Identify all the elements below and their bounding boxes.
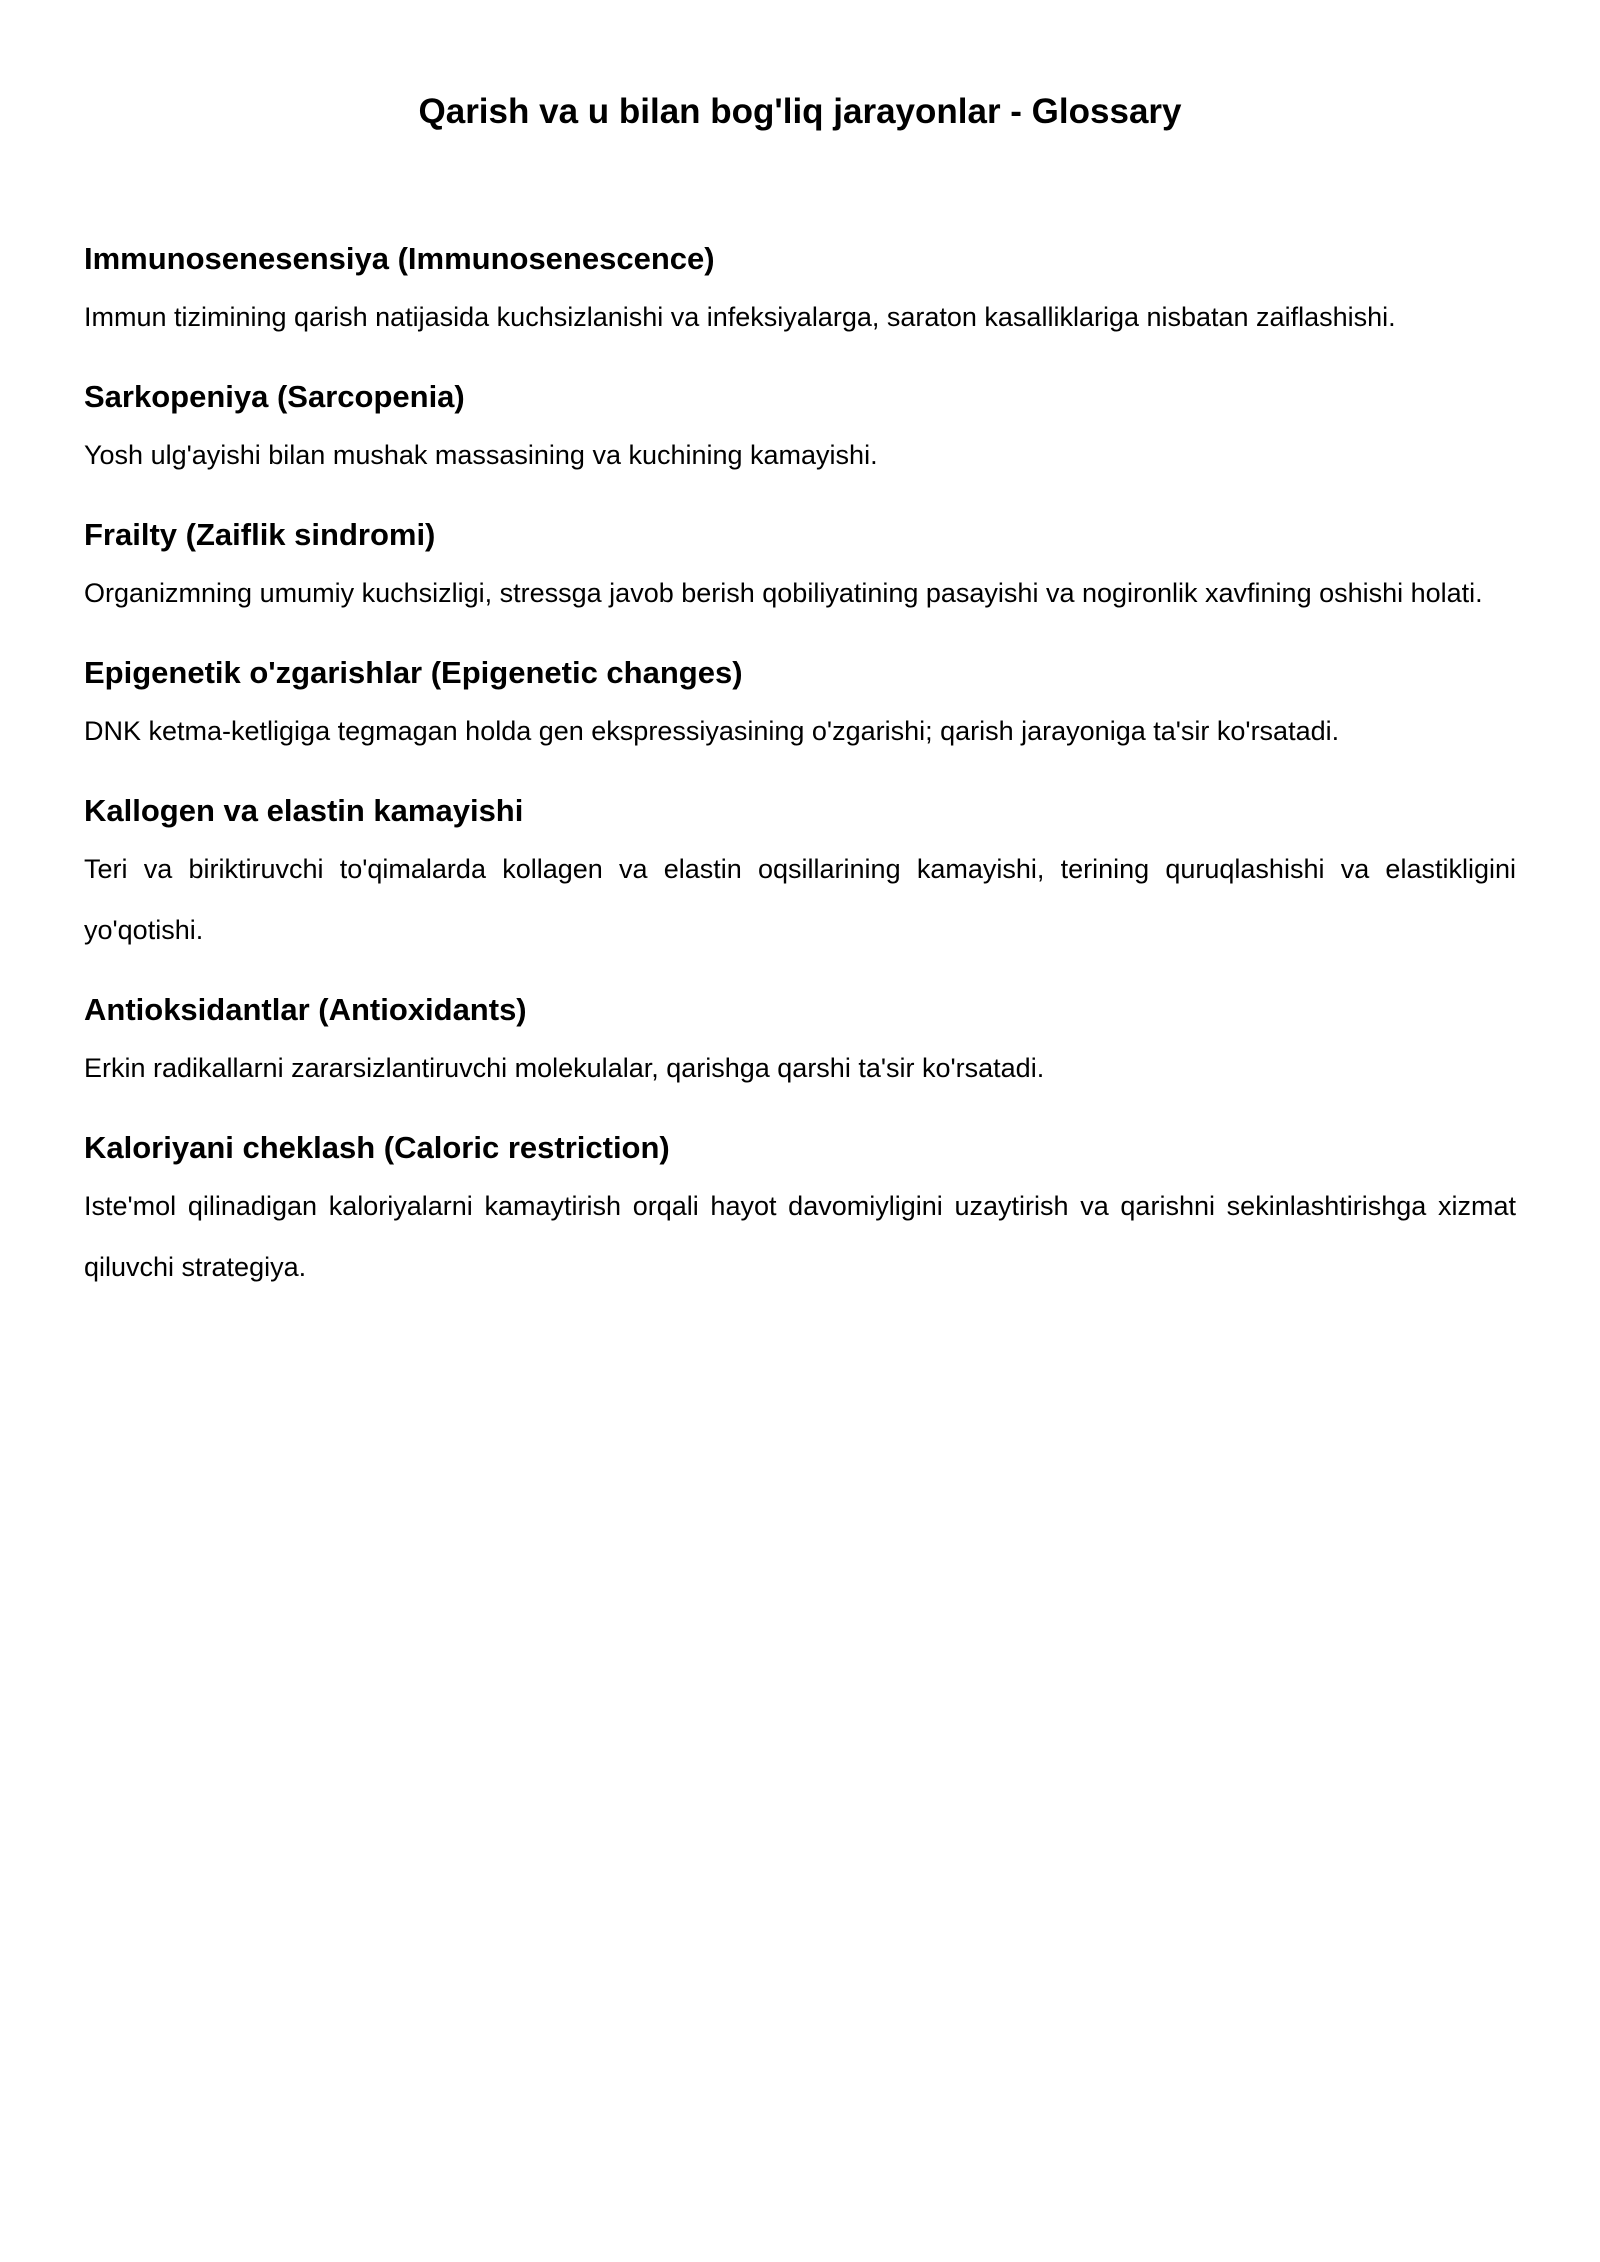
glossary-entry [84, 647, 1516, 762]
glossary-term: Kaloriyani cheklash (Caloric restriction) [84, 1130, 670, 1165]
glossary-definition: Erkin radikallarni zararsizlantiruvchi molekulalar, qarishga qarshi ta'sir ko'rsatadi. [84, 1053, 1045, 1083]
glossary-term: Kallogen va elastin kamayishi [84, 793, 524, 828]
glossary-entry [84, 371, 1516, 486]
glossary-definition: Yosh ulg'ayishi bilan mushak massasining va kuchining kamayishi. [84, 440, 878, 470]
glossary-term: Sarkopeniya (Sarcopenia) [84, 379, 465, 414]
glossary-entry [84, 785, 1516, 961]
glossary-definition: Iste'mol qilinadigan kaloriyalarni kamaytirish orqali hayot davomiyligini uzaytirish va qarishni sekinlashtirishga xizmat qiluvchi strategiya. [84, 1191, 1516, 1282]
glossary-list [84, 233, 1516, 1321]
glossary-term: Antioksidantlar (Antioxidants) [84, 992, 527, 1027]
glossary-entry [84, 1122, 1516, 1298]
glossary-definition: Immun tizimining qarish natijasida kuchsizlanishi va infeksiyalarga, saraton kasalliklariga nisbatan zaiflashishi. [84, 302, 1396, 332]
glossary-term: Immunosenesensiya (Immunosenescence) [84, 241, 715, 276]
glossary-definition: Teri va biriktiruvchi to'qimalarda kollagen va elastin oqsillarining kamayishi, terining quruqlashishi va elastikligini yo'qotishi. [84, 854, 1516, 945]
glossary-definition: DNK ketma-ketligiga tegmagan holda gen ekspressiyasining o'zgarishi; qarish jarayoniga ta'sir ko'rsatadi. [84, 716, 1340, 746]
glossary-definition: Organizmning umumiy kuchsizligi, stressga javob berish qobiliyatining pasayishi va nogironlik xavfining oshishi holati. [84, 578, 1483, 608]
glossary-entry [84, 509, 1516, 624]
glossary-term: Frailty (Zaiflik sindromi) [84, 517, 436, 552]
page-title: Qarish va u bilan bog'liq jarayonlar - Glossary [418, 92, 1182, 131]
glossary-entry [84, 984, 1516, 1099]
glossary-term: Epigenetik o'zgarishlar (Epigenetic changes) [84, 655, 743, 690]
glossary-entry [84, 233, 1516, 348]
